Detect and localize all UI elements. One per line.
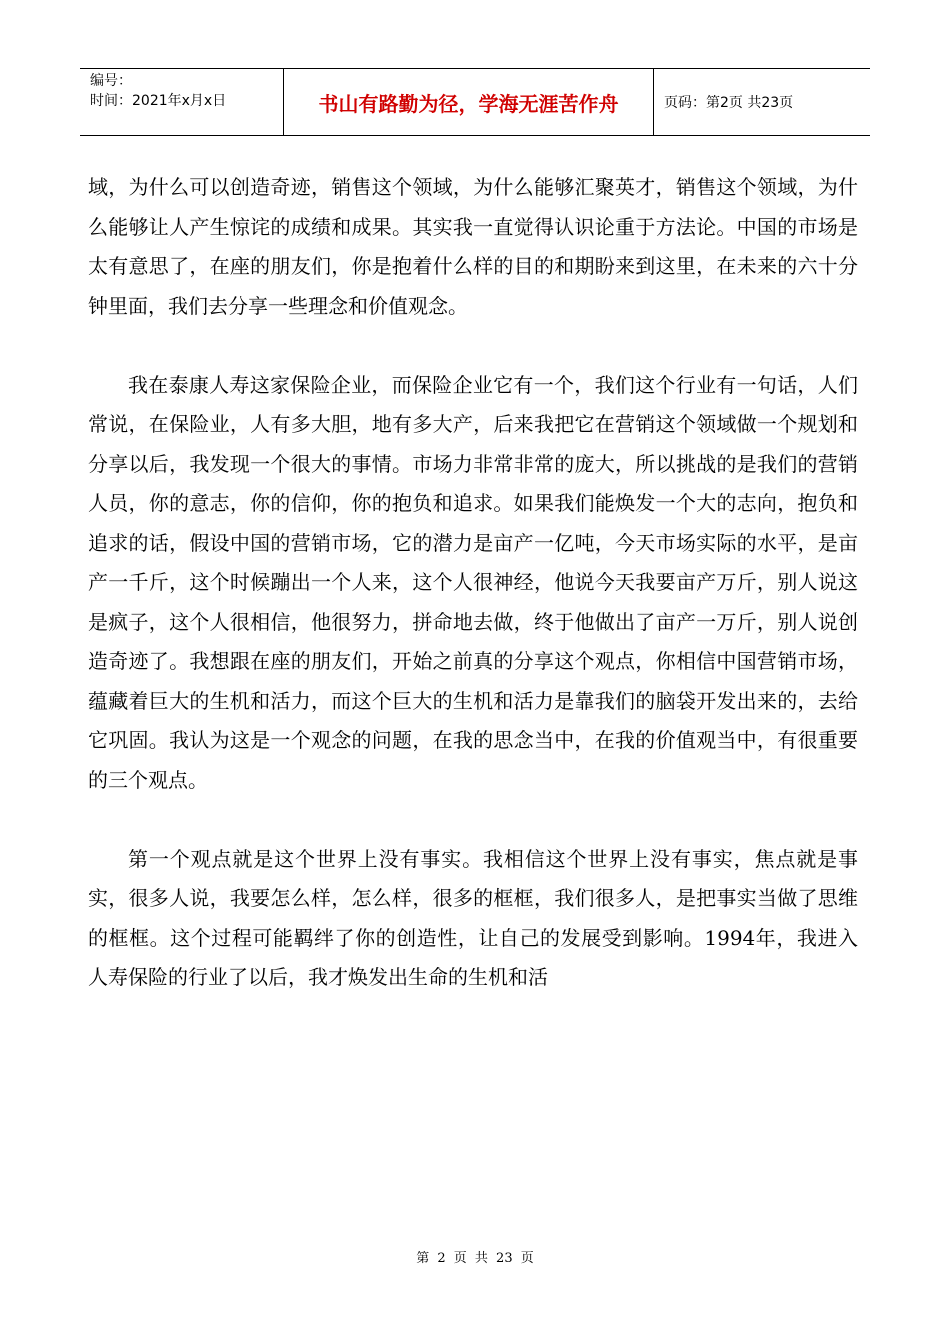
header-meta-cell	[80, 69, 284, 135]
paragraph-continued: 域，为什么可以创造奇迹，销售这个领域，为什么能够汇聚英才，销售这个领域，为什么能够让人产生惊诧的成绩和成果。其实我一直觉得认识论重于方法论。中国的市场是太有意思了，在座的朋友们，你是抱着什么样的目的和期盼来到这里，在未来的六十分钟里面，我们去分享一些理念和价值观念。	[88, 175, 858, 318]
document-time-label: 时间：2021年x月x日	[90, 93, 227, 109]
paragraph: 第一个观点就是这个世界上没有事实。我相信这个世界上没有事实，焦点就是事实，很多人说，我要怎么样，怎么样，很多的框框，我们很多人，是把事实当做了思维的框框。这个过程可能羁绊了你的创造性，让自己的发展受到影响。1994年，我进入人寿保险的行业了以后，我才焕发出生命的生机和活	[88, 846, 858, 989]
header-motto: 书山有路勤为径，学海无涯苦作舟	[284, 69, 654, 135]
document-number-label: 编号：	[90, 73, 132, 89]
page-footer: 第 2 页 共 23 页	[416, 1251, 534, 1266]
header-page-code: 页码：第2页 共23页	[664, 95, 794, 111]
paragraph: 我在泰康人寿这家保险企业，而保险企业它有一个，我们这个行业有一句话，人们常说，在保险业，人有多大胆，地有多大产，后来我把它在营销这个领域做一个规划和分享以后，我发现一个很大的事情。市场力非常非常的庞大，所以挑战的是我们的营销人员，你的意志，你的信仰，你的抱负和追求。如果我们能焕发一个大的志向，抱负和追求的话，假设中国的营销市场，它的潜力是亩产一亿吨，今天市场实际的水平，是亩产一千斤，这个时候蹦出一个人来，这个人很神经，他说今天我要亩产万斤，别人说这是疯子，这个人很相信，他很努力，拼命地去做，终于他做出了亩产一万斤，别人说创造奇迹了。我想跟在座的朋友们，开始之前真的分享这个观点，你相信中国营销市场，蕴藏着巨大的生机和活力，而这个巨大的生机和活力是靠我们的脑袋开发出来的，去给它巩固。我认为这是一个观念的问题，在我的思念当中，在我的价值观当中，有很重要的三个观点。	[88, 372, 858, 792]
document-body	[88, 168, 858, 1037]
header-table	[80, 68, 870, 136]
